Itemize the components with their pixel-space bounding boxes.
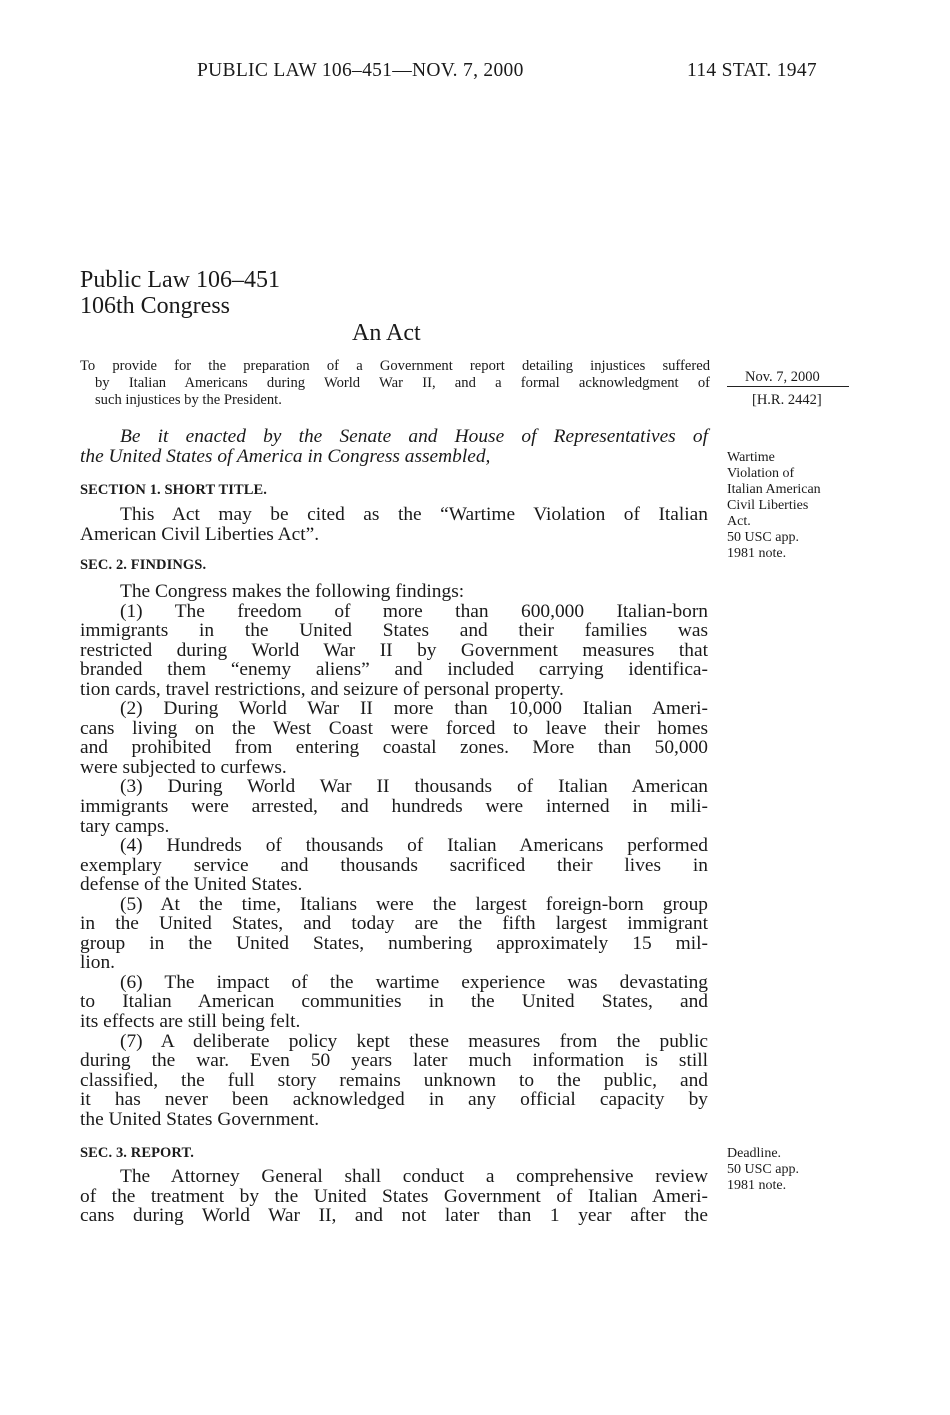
- section-2-heading: SEC. 2. FINDINGS.: [80, 557, 207, 573]
- text-line: group in the United States, numbering approximately 15 mil-: [80, 932, 708, 954]
- finding-paragraph: [80, 973, 708, 1032]
- text-line: during the war. Even 50 years later much information is still: [80, 1050, 708, 1072]
- text-line: to Italian American communities in the United States, and: [80, 991, 708, 1013]
- text-line: immigrants in the United States and their families was: [80, 620, 708, 642]
- sidenote-line: 1981 note.: [727, 1178, 787, 1193]
- purpose-line: such injustices by the President.: [95, 392, 282, 408]
- sidenote-deadline: [727, 1146, 799, 1194]
- text-line: cans during World War II, and not later than 1 year after the: [80, 1205, 708, 1227]
- sidenote-line: 50 USC app.: [727, 1162, 799, 1177]
- text-line: branded them “enemy aliens” and included carrying identifica-: [80, 659, 708, 681]
- enacting-clause: [80, 427, 708, 466]
- section-3-text: [80, 1167, 708, 1226]
- text-line: (1) The freedom of more than 600,000 Italian-born: [120, 600, 708, 622]
- sidenote-line: Violation of: [727, 466, 795, 481]
- text-line: and prohibited from entering coastal zones. More than 50,000: [80, 737, 708, 759]
- sidenote-bill: [H.R. 2442]: [752, 392, 822, 408]
- sidenote-line: Wartime: [727, 450, 775, 465]
- text-line: American Civil Liberties Act”.: [80, 523, 320, 545]
- section-3-heading: SEC. 3. REPORT.: [80, 1145, 194, 1161]
- text-line: tion cards, travel restrictions, and seizure of personal property.: [80, 678, 564, 700]
- sidenote-line: Deadline.: [727, 1146, 782, 1161]
- text-line: The Congress makes the following findings:: [120, 581, 465, 602]
- purpose-line: To provide for the preparation of a Government report detailing injustices suffered: [80, 358, 710, 374]
- running-header-law: PUBLIC LAW 106–451—NOV. 7, 2000: [197, 60, 524, 81]
- sidenote-line: 50 USC app.: [727, 530, 799, 545]
- text-line: (3) During World War II thousands of Italian American: [120, 776, 708, 798]
- text-line: restricted during World War II by Government measures that: [80, 639, 708, 661]
- finding-paragraph: [80, 895, 708, 973]
- sidenote-line: Act.: [727, 514, 751, 529]
- public-law-number: Public Law 106–451: [80, 267, 280, 293]
- finding-paragraph: [80, 602, 708, 700]
- running-header-stat: 114 STAT. 1947: [687, 60, 817, 81]
- text-line: This Act may be cited as the “Wartime Violation of Italian: [120, 504, 708, 525]
- enacting-line: Be it enacted by the Senate and House of Representatives of: [120, 426, 708, 447]
- text-line: immigrants were arrested, and hundreds were interned in mili-: [80, 796, 708, 818]
- text-line: it has never been acknowledged in any official capacity by: [80, 1089, 708, 1111]
- text-line: tary camps.: [80, 815, 170, 837]
- text-line: the United States Government.: [80, 1108, 320, 1130]
- sidenote-line: 1981 note.: [727, 546, 787, 561]
- text-line: lion.: [80, 952, 116, 974]
- text-line: its effects are still being felt.: [80, 1011, 301, 1033]
- finding-paragraph: [80, 699, 708, 777]
- sidenote-short-title: [727, 450, 821, 562]
- text-line: (6) The impact of the wartime experience was devastating: [120, 971, 708, 993]
- enacting-line: the United States of America in Congress assembled,: [80, 445, 491, 467]
- congress-number: 106th Congress: [80, 293, 230, 319]
- sidenote-rule: [727, 386, 849, 387]
- finding-paragraph: [80, 1032, 708, 1130]
- text-line: of the treatment by the United States Government of Italian Ameri-: [80, 1185, 708, 1207]
- section-2-findings: [80, 582, 708, 1129]
- sidenote-line: Italian American: [727, 482, 821, 497]
- finding-paragraph: [80, 777, 708, 836]
- text-line: in the United States, and today are the fifth largest immigrant: [80, 913, 708, 935]
- text-line: cans living on the West Coast were forced to leave their homes: [80, 717, 708, 739]
- sidenote-date: Nov. 7, 2000: [745, 369, 820, 385]
- sidenote-line: Civil Liberties: [727, 498, 809, 513]
- findings-intro: [80, 582, 708, 602]
- text-line: were subjected to curfews.: [80, 756, 287, 778]
- text-line: (7) A deliberate policy kept these measures from the public: [120, 1030, 708, 1052]
- text-line: (4) Hundreds of thousands of Italian Americans performed: [120, 835, 708, 857]
- finding-paragraph: [80, 836, 708, 895]
- section-1-text: [80, 505, 708, 544]
- purpose-statement: [80, 358, 710, 409]
- text-line: classified, the full story remains unknown to the public, and: [80, 1069, 708, 1091]
- act-heading: An Act: [352, 320, 421, 346]
- text-line: (5) At the time, Italians were the largest foreign-born group: [120, 893, 708, 915]
- purpose-line: by Italian Americans during World War II, and a formal acknowledgment of: [95, 375, 710, 391]
- text-line: (2) During World War II more than 10,000 Italian Ameri-: [120, 698, 708, 720]
- section-1-heading: SECTION 1. SHORT TITLE.: [80, 482, 268, 498]
- text-line: exemplary service and thousands sacrificed their lives in: [80, 854, 708, 876]
- text-line: defense of the United States.: [80, 874, 303, 896]
- text-line: The Attorney General shall conduct a comprehensive review: [120, 1166, 708, 1187]
